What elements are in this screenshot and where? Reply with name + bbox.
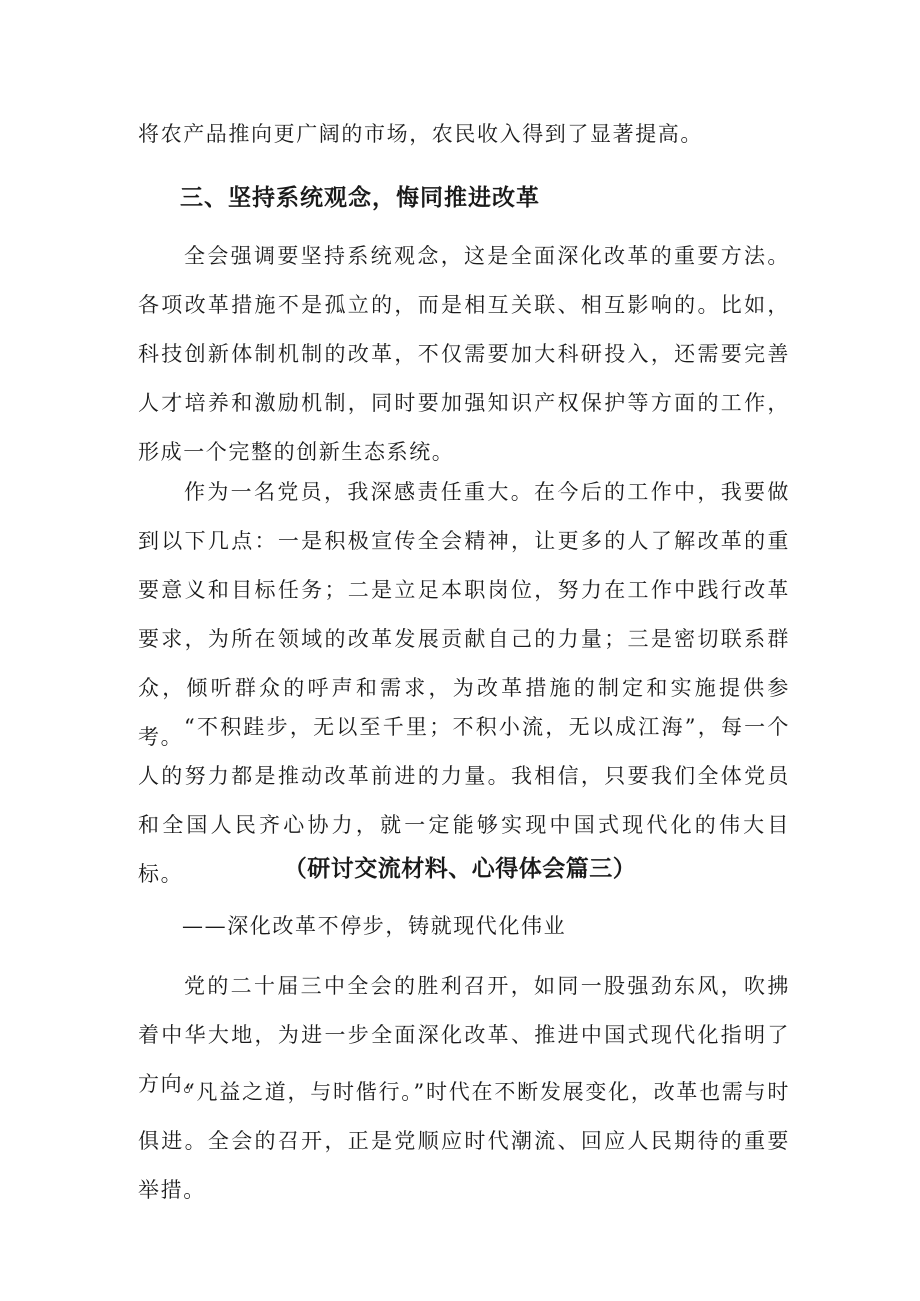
paragraph-party-member: 作为一名党员，我深感责任重大。在今后的工作中，我要做到以下几点：一是积极宣传全会精神，让更多的人了解改革的重要意义和目标任务；二是立足本职岗位，努力在工作中践行改革要求，为所在领域的改革发展贡献自己的力量；三是密切联系群众，倾听群众的呼声和需求，为改革措施的制定和实施提供参考。 [138,480,790,749]
part-subtitle: ——深化改革不停步，铸就现代化伟业 [182,914,567,938]
paragraph-plenum: 党的二十届三中全会的胜利召开，如同一股强劲东风，吹拂着中华大地，为进一步全面深化改革、推进中国式现代化指明了方向。 [138,974,790,1096]
section-heading-3: 三、坚持系统观念，悔同推进改革 [180,185,540,211]
part-title: （研讨交流材料、心得体会篇三） [283,856,637,882]
paragraph-continuation: 将农产品推向更广阔的市场，农民收入得到了显著提高。 [138,122,703,146]
paragraph-times: “凡益之道，与时偕行。”时代在不断发展变化，改革也需与时俱进。全会的召开，正是党顺应时代潮流、回应人民期待的重要举措。 [138,1080,790,1202]
paragraph-quote: “不积跬步，无以至千里；不积小流，无以成江海”，每一个人的努力都是推动改革前进的力量。我相信，只要我们全体党员和全国人民齐心协力，就一定能够实现中国式现代化的伟大目标。 [138,715,790,886]
paragraph-system-view: 全会强调要坚持系统观念，这是全面深化改革的重要方法。各项改革措施不是孤立的，而是相互关联、相互影响的。比如，科技创新体制机制的改革，不仅需要加大科研投入，还需要完善人才培养和激励机制，同时要加强知识产权保护等方面的工作，形成一个完整的创新生态系统。 [138,244,790,464]
